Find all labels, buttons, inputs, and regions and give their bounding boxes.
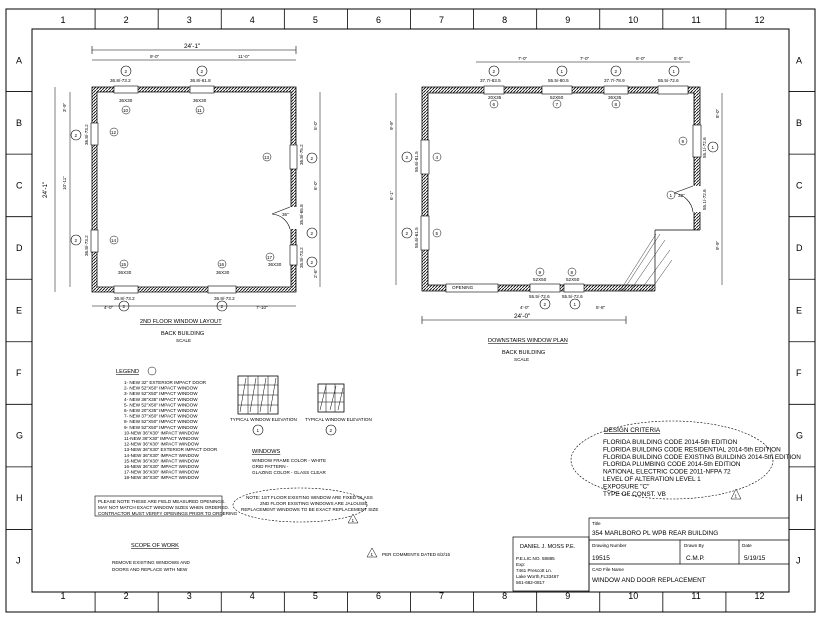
window-tag: 2 — [124, 69, 128, 74]
elevation-2 — [305, 384, 372, 435]
window-tag: 2 — [310, 260, 314, 265]
mark: 10 — [123, 108, 129, 113]
window-tag: 2 — [310, 231, 314, 236]
legend-item: 6- NEW 20"X35" IMPACT WINDOW — [124, 408, 198, 413]
legend-item: 16-NEW 36"X30" IMPACT WINDOW — [124, 464, 199, 469]
door-dim: 32" — [678, 193, 685, 198]
legend-item: 7- NEW 37"X50" IMPACT WINDOW — [124, 413, 198, 419]
grid-row-label: C — [16, 180, 23, 191]
grid-col-label: 4 — [249, 591, 255, 601]
top-dim: 6'-0" — [636, 56, 646, 61]
top-dim: 7'-0" — [518, 56, 528, 61]
grid-row-label: J — [16, 555, 21, 566]
door-dim: 36" — [282, 212, 289, 217]
grid-col-label: 12 — [754, 591, 765, 601]
win-code: 36X30 — [193, 98, 207, 103]
mark: 13 — [264, 155, 270, 160]
win-code: 52X50 — [566, 277, 580, 282]
win-code: 20X35 — [488, 95, 502, 100]
grid-col-label: 2 — [123, 591, 129, 601]
mark: 4 — [435, 155, 439, 160]
date-label: Date — [742, 543, 752, 548]
grid-row-label: G — [16, 430, 24, 441]
mark: 9 — [538, 270, 542, 275]
plan-downstairs — [389, 56, 722, 362]
top-dim: 11'-0" — [238, 54, 250, 59]
window-tag: 2 — [200, 69, 204, 74]
grid-col-label: 8 — [502, 15, 508, 25]
engineer-line: 7461 Prescott Ln. — [516, 568, 553, 573]
mark: 7 — [555, 102, 559, 107]
grid-col-label: 6 — [375, 591, 381, 601]
grid-col-label: 2 — [123, 15, 129, 25]
mark: 16 — [219, 262, 225, 267]
grid-col-label: 4 — [249, 15, 255, 25]
right-dim: 2'-6" — [313, 268, 318, 278]
plan-scale: SCALE — [176, 338, 192, 343]
grid-row-label: B — [796, 117, 803, 128]
window-size: 35.8/-73.2 — [299, 247, 304, 268]
bottom-dim: 5'-8" — [596, 305, 606, 310]
opening-label: OPENING — [452, 285, 474, 290]
top-dim: 9'-0" — [150, 54, 160, 59]
design-criteria-line: EXPOSURE "C" — [603, 483, 650, 491]
grid-col-label: 12 — [754, 15, 765, 25]
legend-item: 12-NEW 36"X30" IMPACT WINDOW — [124, 441, 199, 447]
elevation-label: TYPICAL WINDOW ELEVATION — [230, 417, 297, 422]
door-swing — [674, 186, 693, 212]
note-line: NOTE: 1ST FLOOR EXISTING WINDOW ARE FIXED GLASS — [246, 495, 373, 500]
top-dim: 5'-5" — [674, 56, 684, 61]
bottom-dim: 4'-0" — [104, 305, 114, 310]
grid-row-label: C — [796, 180, 803, 191]
field-note-line: PLEASE NOTE THESE ARE FIELD MEASURED OPENINGS. — [98, 499, 226, 504]
legend — [116, 367, 218, 480]
windows-spec-line: WINDOW FRAME COLOR - WHITE — [252, 458, 327, 463]
window-size: 37.7/-83.5 — [480, 78, 501, 83]
mark: 1 — [669, 193, 673, 198]
legend-item: 10-NEW 36"X30" IMPACT WINDOW — [124, 430, 199, 436]
design-criteria-title: DESIGN CRITERIA — [604, 427, 661, 434]
engineer-line: Lake Worth,FL33467 — [516, 574, 559, 579]
mark: 14 — [111, 238, 117, 243]
legend-item: 14-NEW 36"X30" IMPACT WINDOW — [124, 452, 199, 458]
window-size: 35.8/-65.8 — [299, 204, 304, 225]
legend-item: 9- NEW 52"X50" IMPACT WINDOW — [124, 424, 198, 430]
left-dim: 6'-1" — [389, 190, 394, 200]
elevation-tag: 1 — [256, 428, 260, 433]
design-criteria-line: FLORIDA BUILDING CODE EXISTING BUILDING 2014-5th EDITION — [603, 453, 801, 461]
design-criteria-line: FLORIDA BUILDING CODE RESIDENTIAL 2014-5th EDITION — [603, 446, 781, 454]
mark: 8 — [614, 102, 618, 107]
right-dim: 8'-0" — [715, 108, 720, 118]
plan-2nd-floor — [42, 43, 320, 343]
window-size: 55.6/-61.5 — [414, 227, 419, 248]
window-tag: 1 — [573, 302, 577, 307]
note-line: 2ND FLOOR EXISTING WINDOWS ARE JALOUSIE — [260, 501, 368, 506]
window-size: 55.5/-72.6 — [529, 294, 550, 299]
left-dim: 10'-11" — [62, 176, 67, 190]
window-tag: 2 — [492, 69, 496, 74]
legend-item: 4- NEW 36"X35" IMPACT WINDOW — [124, 396, 198, 402]
right-dim: 5'-0" — [313, 120, 318, 130]
grid-row-label: D — [796, 242, 803, 253]
field-note-line: MAY NOT MATCH EXACT WINDOW SIZES WHEN ORDERED. — [98, 505, 230, 510]
legend-item: 8- NEW 52"X50" IMPACT WINDOW — [124, 419, 198, 425]
mark: 12 — [111, 130, 117, 135]
legend-item: 5- NEW 52"X50" IMPACT WINDOW — [124, 402, 198, 408]
date: 5/19/15 — [744, 555, 766, 562]
window-tag: 2 — [74, 133, 78, 138]
legend-item: 3- NEW 52"X50" IMPACT WINDOW — [124, 391, 198, 397]
title-label: Title — [592, 521, 601, 526]
grid-row-label: E — [796, 305, 803, 316]
mark: 8 — [570, 270, 574, 275]
legend-item: 17-NEW 36"X30" IMPACT WINDOW — [124, 469, 199, 475]
grid-row-label: D — [16, 242, 23, 253]
window-size: 55.5/-72.6 — [562, 294, 583, 299]
legend-item: 11-NEW 36"X30" IMPACT WINDOW — [124, 436, 199, 441]
win-code: 36X30 — [216, 270, 230, 275]
mark: 9 — [681, 139, 685, 144]
win-code: 52X50 — [533, 277, 547, 282]
design-criteria-line: NATIONAL ELECTRIC CODE 2011-NFPA 72 — [603, 468, 731, 476]
windows-spec-line: GLAZING COLOR - GLASS CLEAR — [252, 470, 326, 475]
legend-item: 1- NEW 32" EXTERIOR IMPACT DOOR — [124, 380, 207, 385]
legend-item: 2- NEW 52"X50" IMPACT WINDOW — [124, 385, 198, 391]
win-code: 36X30 — [119, 98, 133, 103]
elevation-tag: 2 — [329, 428, 333, 433]
legend-item: 13-NEW 36"X30" EXTERIOR IMPACT DOOR — [124, 447, 218, 453]
design-criteria-line: FLORIDA BUILDING CODE 2014-5th EDITION — [603, 439, 738, 446]
bottom-dim: 7'-10" — [256, 305, 268, 310]
window-tag: 2 — [543, 302, 547, 307]
grid-row-label: G — [796, 430, 804, 441]
window-size: 36.8/-73.2 — [84, 235, 89, 256]
window-size: 36.8/-61.8 — [190, 78, 211, 83]
window-size: 36.8/-75.2 — [299, 144, 304, 165]
grid-col-label: 7 — [439, 591, 445, 601]
window-tag: 2 — [74, 238, 78, 243]
window-tag: 1 — [560, 69, 564, 74]
cad-name: WINDOW AND DOOR REPLACEMENT — [592, 577, 706, 584]
grid-col-label: 7 — [439, 15, 445, 25]
design-criteria-flag: 1 — [734, 493, 738, 499]
win-code: 52X50 — [550, 95, 564, 100]
window-size: 55.5/-72.6 — [658, 78, 679, 83]
door-opening — [290, 207, 297, 229]
grid-row-label: A — [796, 55, 803, 66]
window-tag: 2 — [220, 304, 224, 309]
grid-col-label: 10 — [628, 15, 639, 25]
window-size: 36.8/-73.2 — [214, 296, 235, 301]
window-tag: 1 — [711, 145, 715, 150]
window-size: 55.5/-80.5 — [548, 78, 569, 83]
plan-title: DOWNSTAIRS WINDOW PLAN — [488, 338, 568, 344]
grid-col-label: 11 — [691, 15, 701, 25]
mark: 11 — [197, 108, 202, 113]
windows-spec-line: GRID PATTERN - — [252, 464, 289, 469]
drawing-number: 19515 — [592, 555, 610, 562]
plan-scale: SCALE — [514, 357, 530, 362]
left-dim: 9'-9" — [389, 120, 394, 130]
engineer-line: P.E.LIC.NO. 58885 — [516, 556, 555, 561]
note-line: REPLACEMENT WINDOWS TO BE EXACT REPLACEMENT SIZE — [241, 507, 379, 512]
overall-width: 24'-0" — [514, 313, 531, 320]
grid-col-label: 11 — [691, 591, 701, 601]
window-tag: 2 — [614, 69, 618, 74]
title-text: 354 MARLBORO PL WPB REAR BUILDING — [592, 530, 719, 537]
window-tag: 1 — [672, 69, 676, 74]
top-dim: 7'-0" — [580, 56, 590, 61]
windows-spec-title: WINDOWS — [252, 449, 281, 455]
window-size: 55.1/-72.6 — [702, 137, 707, 158]
grid-col-label: 1 — [60, 15, 66, 25]
win-code: 36X30 — [118, 270, 132, 275]
grid-row-label: J — [796, 555, 801, 566]
bottom-dim: 4'-0" — [520, 305, 530, 310]
elevation-1 — [230, 376, 297, 435]
left-dim: 3'-9" — [62, 102, 67, 112]
grid-row-label: H — [16, 493, 23, 504]
design-criteria-line: FLORIDA PLUMBING CODE 2014-5th EDITION — [603, 461, 741, 469]
grid-col-label: 9 — [565, 15, 571, 25]
design-criteria-line: LEVEL OF ALTERATION LEVEL 1 — [603, 476, 701, 483]
mark: 15 — [121, 262, 127, 267]
window-size: 55.6/-81.5 — [414, 151, 419, 172]
grid-col-label: 1 — [60, 591, 66, 601]
window-tag: 2 — [122, 304, 126, 309]
elevation-label: TYPICAL WINDOW ELEVATION — [305, 417, 372, 422]
design-criteria-line: TYPE OF CONST. VB — [603, 490, 666, 498]
grid-col-label: 6 — [375, 15, 381, 25]
mark: 5 — [435, 231, 439, 236]
engineer-line: Exp: — [516, 562, 526, 567]
right-dim: 9'-9" — [715, 240, 720, 250]
grid-col-label: 3 — [186, 591, 192, 601]
win-code: 36X35 — [608, 95, 622, 100]
grid-col-label: 5 — [312, 15, 318, 25]
window-tag: 2 — [405, 155, 409, 160]
grid-col-label: 8 — [502, 591, 508, 601]
legend-item: 18-NEW 36"X30" IMPACT WINDOW — [124, 475, 199, 481]
scope-line: DOORS AND REPLACE WITH NEW — [112, 567, 188, 572]
plan-subtitle: BACK BUILDING — [502, 350, 546, 356]
window-size: 36.8/-73.2 — [110, 78, 131, 83]
mark: 6 — [492, 102, 496, 107]
win-code: 36X30 — [268, 262, 282, 267]
engineer-line: 561-662-0817 — [516, 580, 545, 585]
grid-row-label: A — [16, 55, 23, 66]
door-swing — [272, 207, 290, 229]
overall-height: 24'-1" — [42, 181, 49, 198]
plan-title: 2ND FLOOR WINDOW LAYOUT — [140, 319, 222, 325]
grid-row-label: F — [16, 368, 22, 379]
window-size: 36.8/-73.2 — [114, 296, 135, 301]
revision-text: PER COMMENTS DATED 6/2/15 — [382, 552, 451, 557]
grid-row-label: E — [16, 305, 23, 316]
revision-flag: 1 — [370, 552, 374, 557]
grid-col-label: 3 — [186, 15, 192, 25]
drawn-by: C.M.P. — [686, 555, 705, 562]
grid-col-label: 10 — [628, 591, 639, 601]
window-tag: 2 — [310, 156, 314, 161]
scope-line: REMOVE EXISTING WINDOWS AND — [112, 560, 190, 565]
grid-row-label: B — [16, 117, 23, 128]
engineer-name: DANIEL J. MOSS P.E. — [520, 544, 576, 550]
note-flag: 1 — [351, 518, 355, 523]
drawing-number-label: Drawing Number — [592, 543, 627, 548]
grid-row-label: H — [796, 493, 803, 504]
cad-label: CAD File Name — [592, 567, 624, 572]
window-size: 55.1/-72.6 — [702, 189, 707, 210]
drawn-by-label: Drawn By — [684, 543, 704, 548]
grid-col-label: 9 — [565, 591, 571, 601]
legend-title: LEGEND — [116, 369, 140, 375]
field-note-line: CONTRACTOR MUST VERIFY OPENINGS PRIOR TO ORDERING — [98, 511, 238, 516]
grid-col-label: 5 — [312, 591, 318, 601]
window-tag: 2 — [405, 231, 409, 236]
mark: 17 — [267, 255, 273, 260]
window-size: 37.7/-78.9 — [604, 78, 625, 83]
plan-subtitle: BACK BUILDING — [161, 331, 205, 337]
window-size: 36.8/-73.2 — [84, 124, 89, 145]
grid-row-label: F — [796, 368, 802, 379]
right-dim: 6'-0" — [313, 180, 318, 190]
legend-item: 15-NEW 36"X30" IMPACT WINDOW — [124, 458, 199, 464]
scope-title: SCOPE OF WORK — [131, 543, 179, 549]
overall-width: 24'-1" — [184, 43, 201, 50]
